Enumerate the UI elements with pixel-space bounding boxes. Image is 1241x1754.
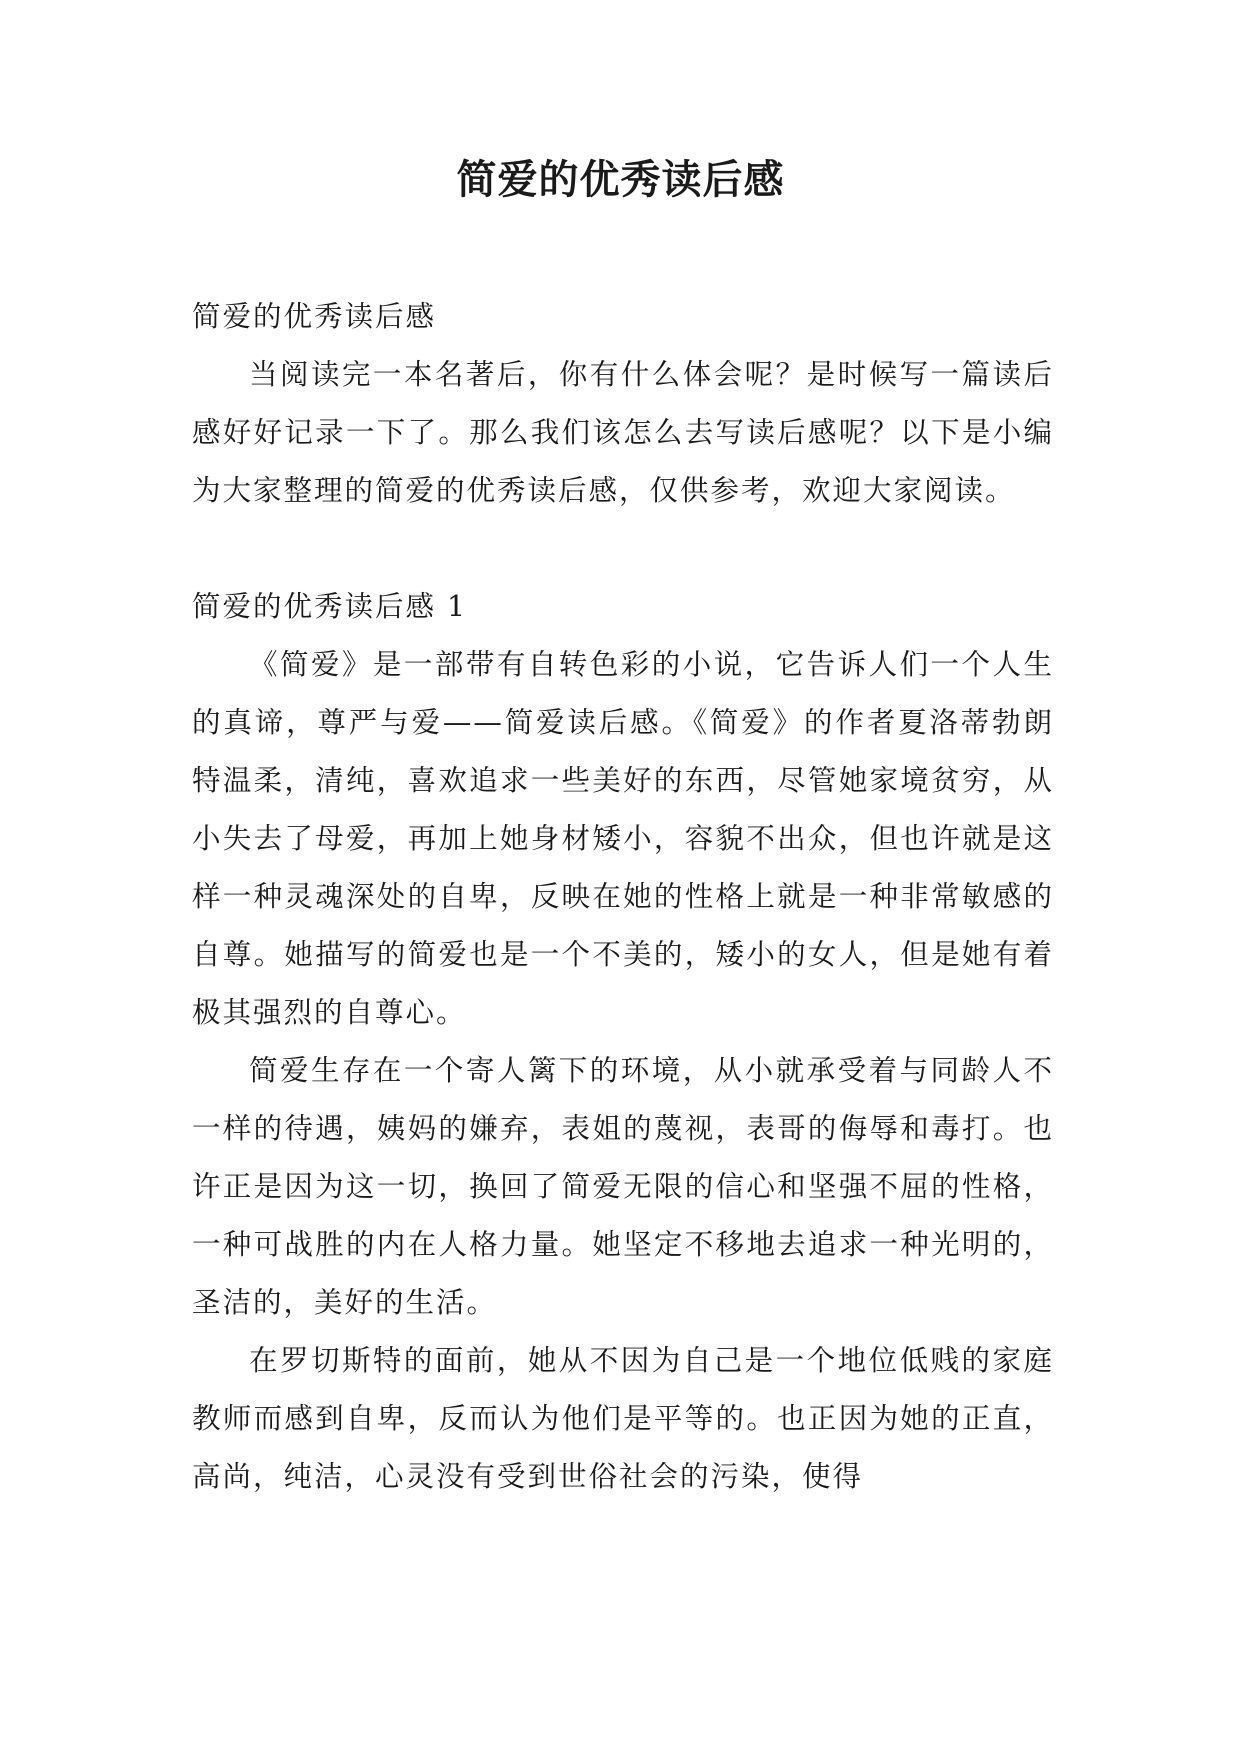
- section-1-heading: 简爱的优秀读后感 1: [192, 590, 468, 623]
- section-spacer: [192, 520, 1054, 578]
- document-body: [192, 288, 1054, 1506]
- intro-heading: 简爱的优秀读后感: [192, 300, 437, 333]
- section-1-paragraph-3: 在罗切斯特的面前，她从不因为自己是一个地位低贱的家庭教师而感到自卑，反而认为他们是平等的。也正因为她的正直，高尚，纯洁，心灵没有受到世俗社会的污染，使得: [192, 1344, 1054, 1493]
- section-1-paragraph-1: 《简爱》是一部带有自转色彩的小说，它告诉人们一个人生的真谛，尊严与爱——简爱读后感。《简爱》的作者夏洛蒂勃朗特温柔，清纯，喜欢追求一些美好的东西，尽管她家境贫穷，从小失去了母爱，再加上她身材矮小，容貌不出众，但也许就是这样一种灵魂深处的自卑，反映在她的性格上就是一种非常敏感的自尊。她描写的简爱也是一个不美的，矮小的女人，但是她有着极其强烈的自尊心。: [192, 648, 1054, 1029]
- section-1-paragraph-2: 简爱生存在一个寄人篱下的环境，从小就承受着与同龄人不一样的待遇，姨妈的嫌弃，表姐的蔑视，表哥的侮辱和毒打。也许正是因为这一切，换回了简爱无限的信心和坚强不屈的性格，一种可战胜的内在人格力量。她坚定不移地去追求一种光明的，圣洁的，美好的生活。: [192, 1054, 1054, 1319]
- intro-paragraph: 当阅读完一本名著后，你有什么体会呢？是时候写一篇读后感好好记录一下了。那么我们该怎么去写读后感呢？以下是小编为大家整理的简爱的优秀读后感，仅供参考，欢迎大家阅读。: [192, 358, 1054, 507]
- document-title: 简爱的优秀读后感: [456, 157, 785, 203]
